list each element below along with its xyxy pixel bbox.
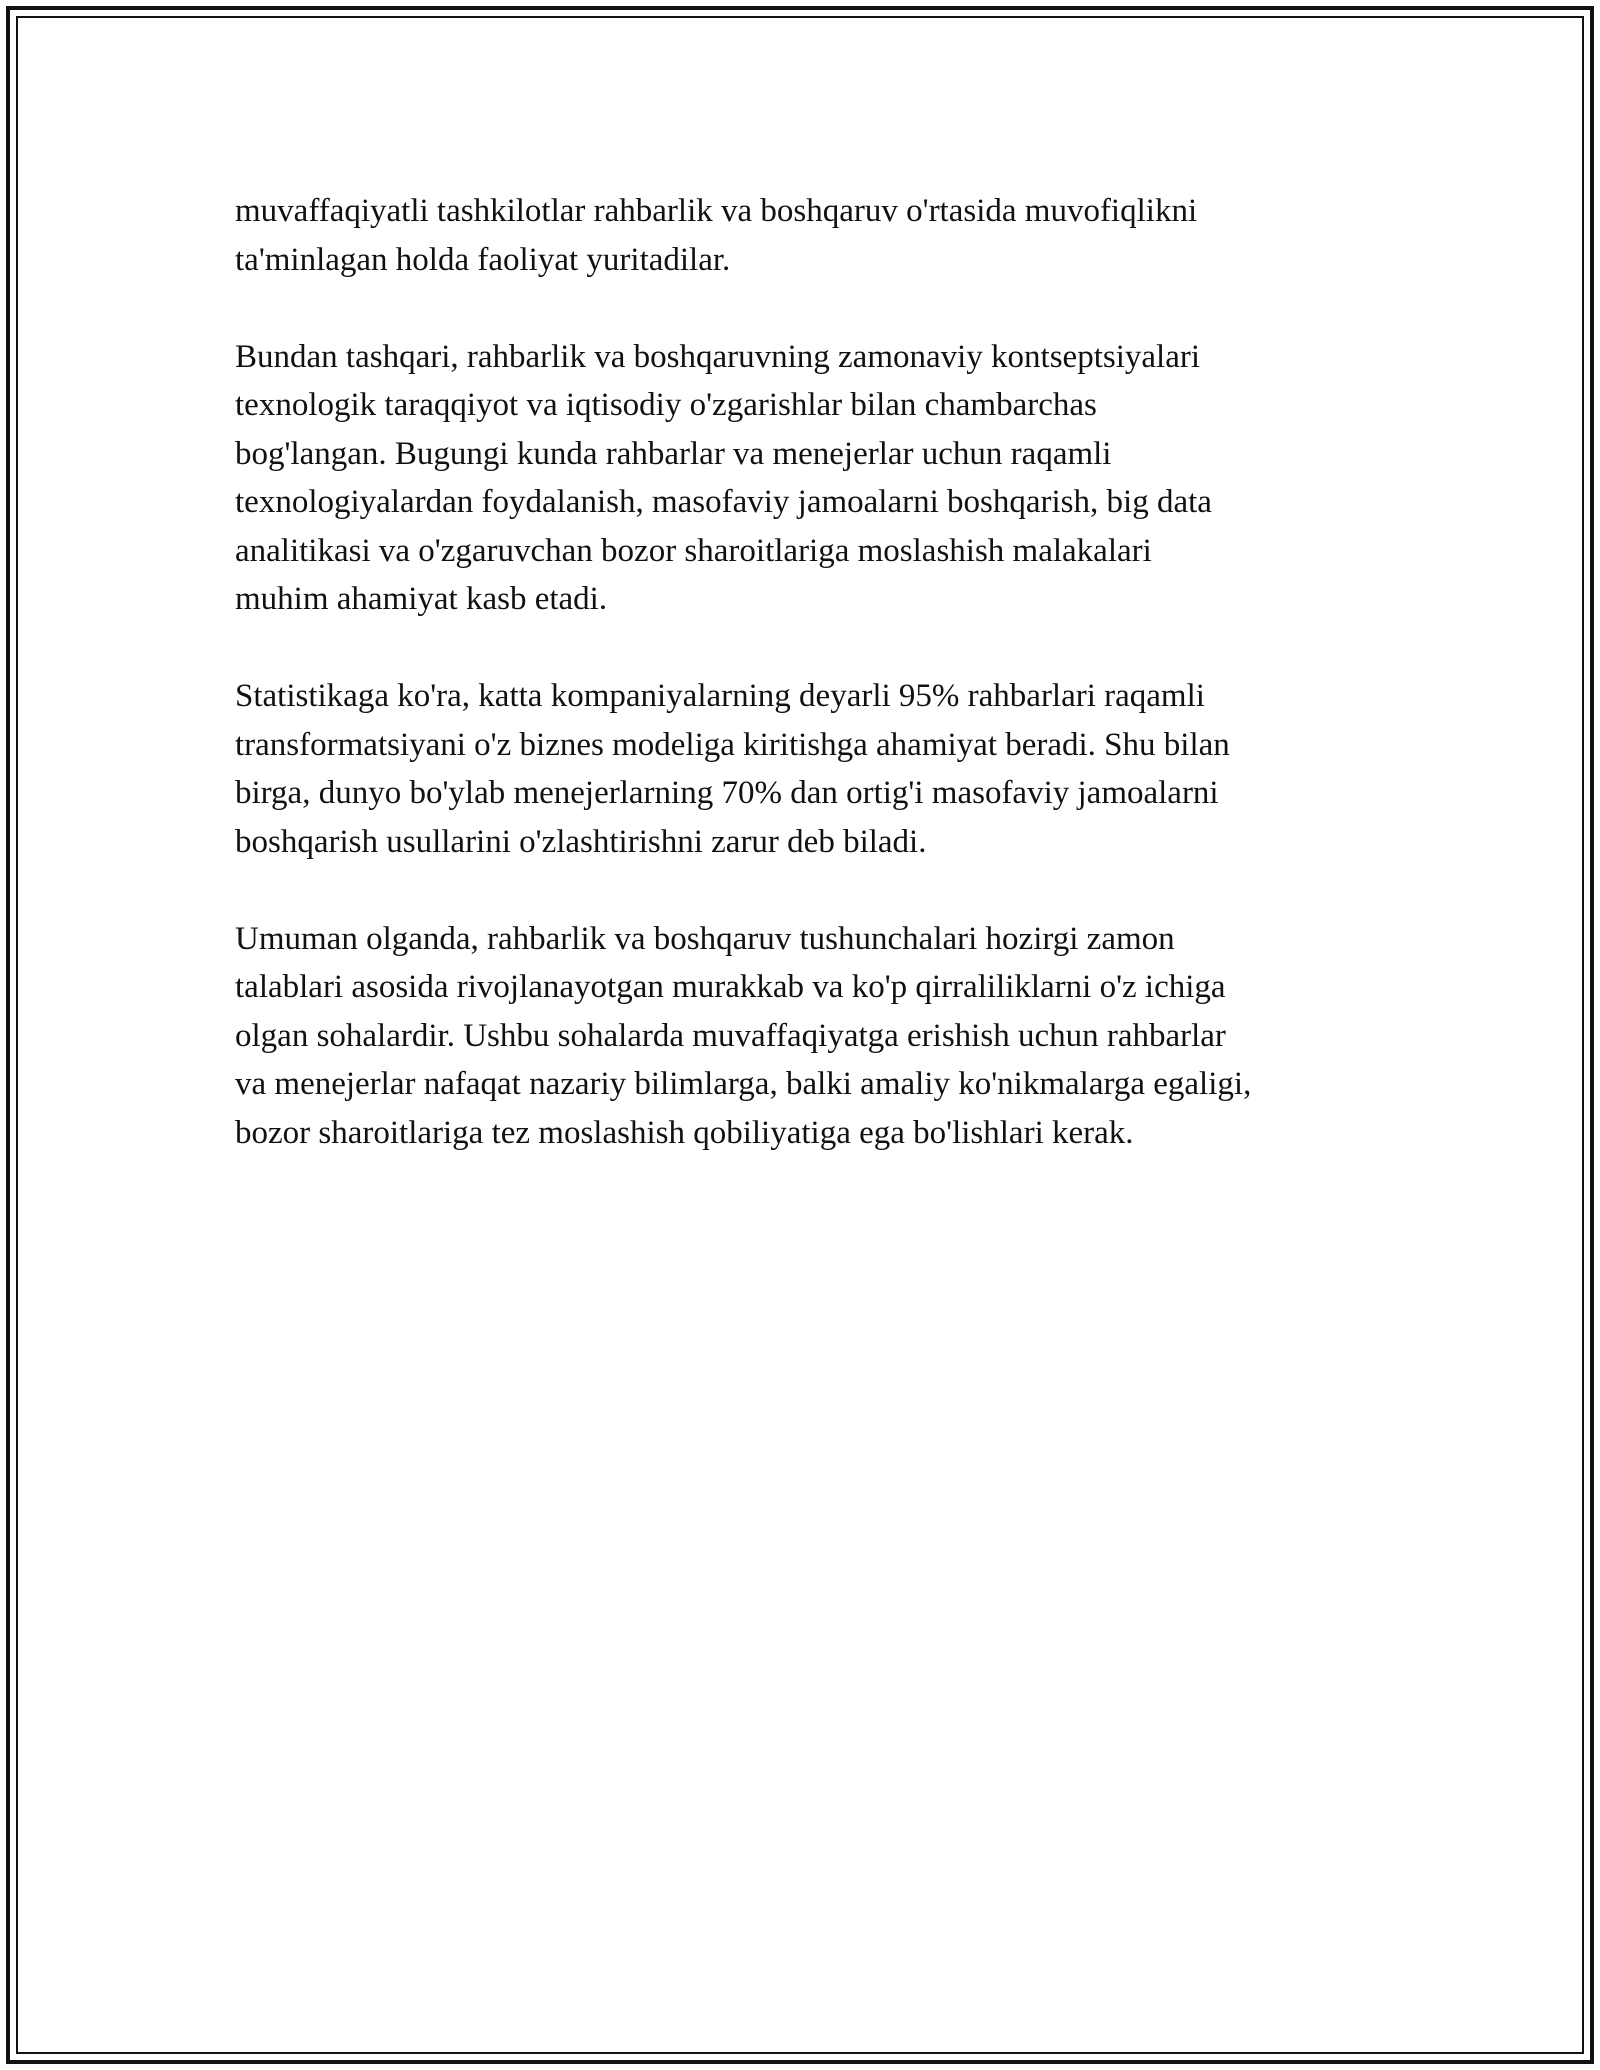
paragraph-1: muvaffaqiyatli tashkilotlar rahbarlik va boshqaruv o'rtasida muvofiqlikni ta'minlagan holda faoliyat yuritadilar.	[235, 193, 1198, 278]
paragraph-3: Statistikaga ko'ra, katta kompaniyalarning deyarli 95% rahbarlari raqamli transformatsiyani o'z biznes modeliga kiritishga ahamiyat beradi. Shu bilan birga, dunyo bo'ylab menejerlarning 70% dan ortig'i masofaviy jamoalarni boshqarish usullarini o'zlashtirishni zarur deb biladi.	[235, 678, 1230, 860]
paragraph-2: Bundan tashqari, rahbarlik va boshqaruvning zamonaviy kontseptsiyalari texnologik taraqqiyot va iqtisodiy o'zgarishlar bilan chambarchas bog'langan. Bugungi kunda rahbarlar va menejerlar uchun raqamli texnologiyalardan foydalanish, masofaviy jamoalarni boshqarish, big data analitikasi va o'zgaruvchan bozor sharoitlariga moslashish malakalari muhim ahamiyat kasb etadi.	[235, 338, 1212, 617]
paragraph-4: Umuman olganda, rahbarlik va boshqaruv tushunchalari hozirgi zamon talablari asosida rivojlanayotgan murakkab va ko'p qirraliliklarni o'z ichiga olgan sohalardir. Ushbu sohalarda muvaffaqiyatga erishish uchun rahbarlar va menejerlar nafaqat nazariy bilimlarga, balki amaliy ko'nikmalarga egaligi, bozor sharoitlariga tez moslashish qobiliyatiga ega bo'lishlari kerak.	[235, 920, 1252, 1151]
document-body	[235, 187, 1385, 1206]
